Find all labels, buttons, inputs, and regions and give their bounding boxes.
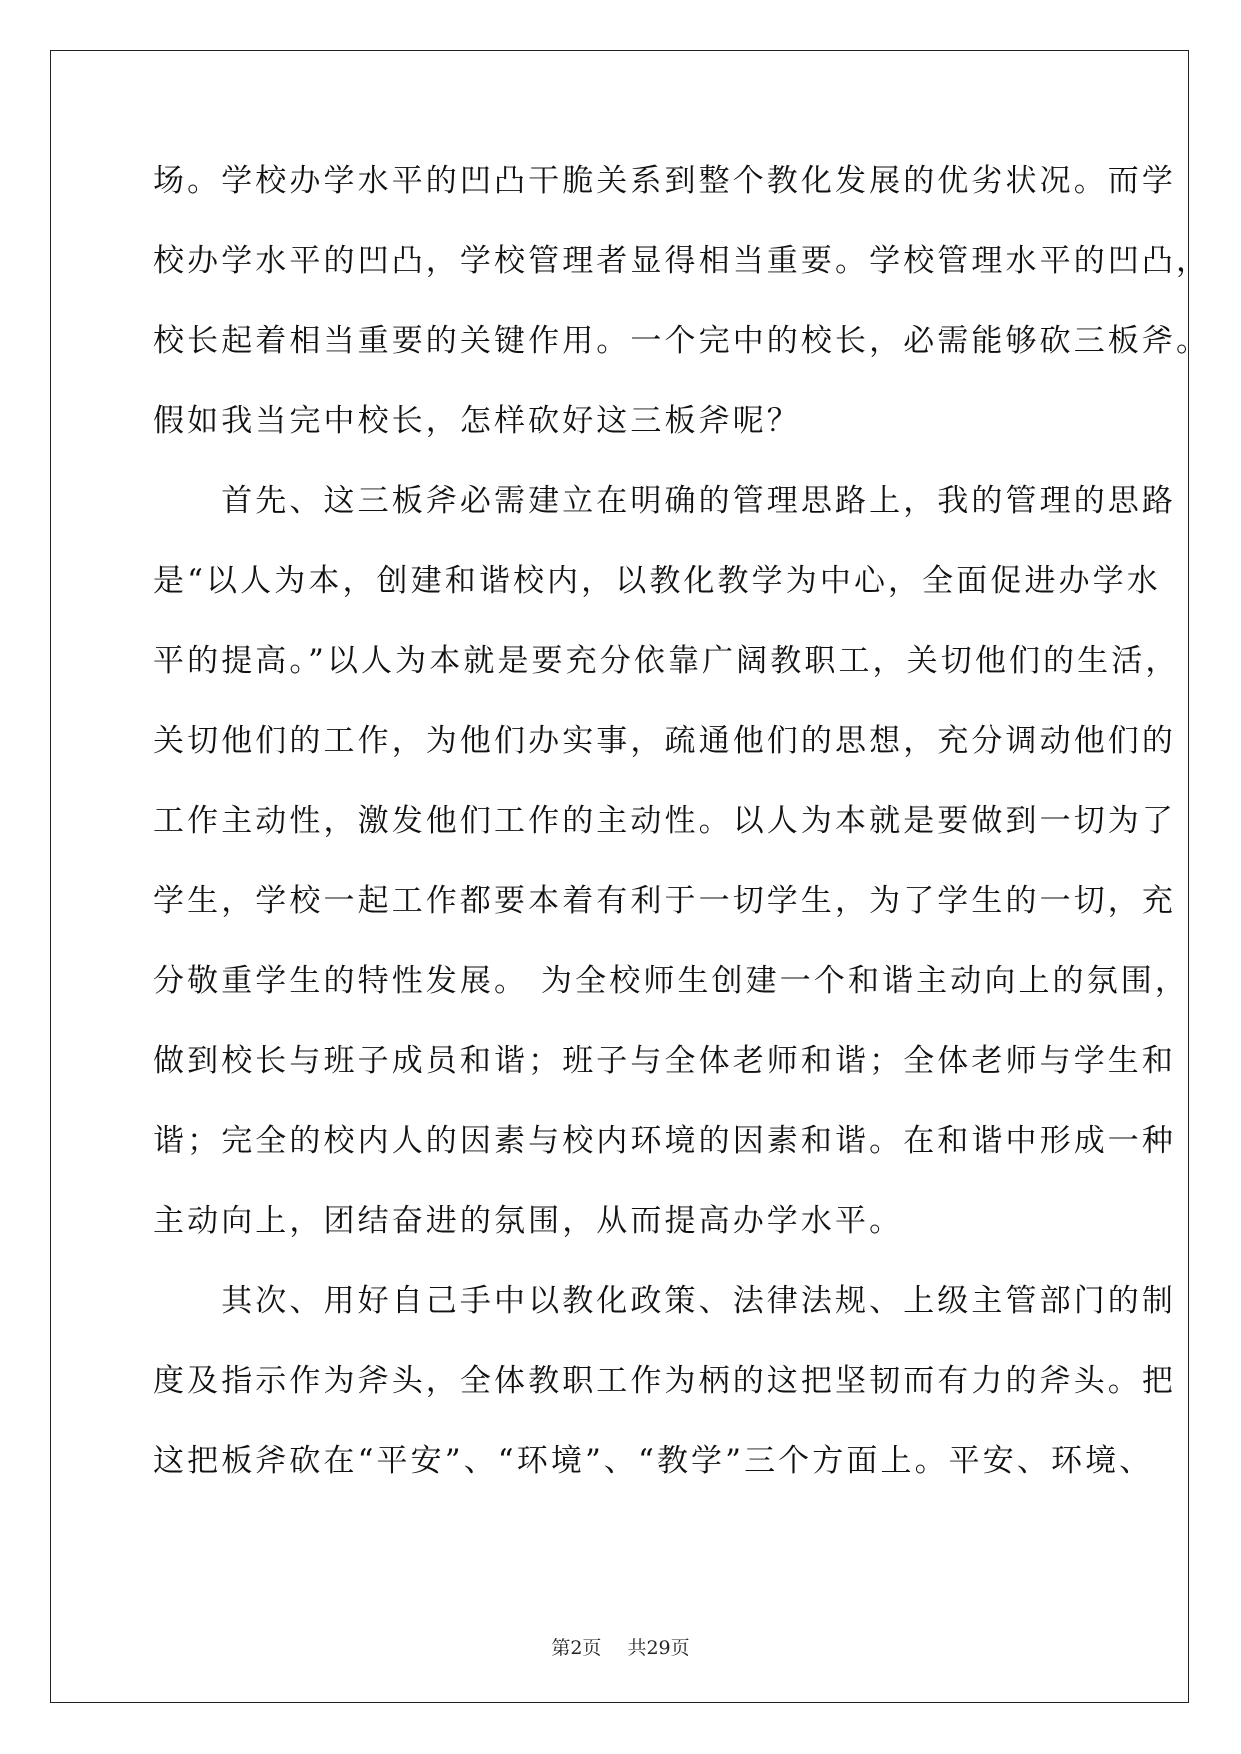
text-line: 场。学校办学水平的凹凸干脆关系到整个教化发展的优劣状况。而学: [153, 163, 1176, 199]
text-line: 做到校长与班子成员和谐；班子与全体老师和谐；全体老师与学生和: [153, 1043, 1176, 1079]
page-number: 第2页: [551, 1637, 602, 1659]
text-line: 关切他们的工作，为他们办实事，疏通他们的思想，充分调动他们的: [153, 723, 1176, 759]
text-line: 这把板斧砍在“平安”、“环境”、“教学”三个方面上。平安、环境、: [153, 1443, 1154, 1479]
document-body: [153, 160, 1211, 1520]
text-line: 其次、用好自己手中以教化政策、法律法规、上级主管部门的制: [153, 1283, 1176, 1319]
text-line: 分敬重学生的特性发展。 为全校师生创建一个和谐主动向上的氛围，: [153, 963, 1189, 999]
page-footer: [0, 1633, 1241, 1660]
text-line: 学生，学校一起工作都要本着有利于一切学生，为了学生的一切，充: [153, 883, 1176, 919]
text-line: 校办学水平的凹凸，学校管理者显得相当重要。学校管理水平的凹凸，: [153, 243, 1211, 279]
text-line: 主动向上，团结奋进的氛围，从而提高办学水平。: [153, 1203, 904, 1239]
page-total: 共29页: [627, 1637, 690, 1659]
text-line: 工作主动性，激发他们工作的主动性。以人为本就是要做到一切为了: [153, 803, 1176, 839]
text-line: 度及指示作为斧头，全体教职工作为柄的这把坚韧而有力的斧头。把: [153, 1363, 1176, 1399]
text-line: 是“以人为本，创建和谐校内，以教化教学为中心，全面促进办学水: [153, 563, 1161, 599]
text-line: 平的提高。”以人为本就是要充分依靠广阔教职工，关切他们的生活，: [153, 643, 1180, 679]
text-line: 首先、这三板斧必需建立在明确的管理思路上，我的管理的思路: [153, 483, 1176, 519]
text-line: 谐；完全的校内人的因素与校内环境的因素和谐。在和谐中形成一种: [153, 1123, 1176, 1159]
text-line: 校长起着相当重要的关键作用。一个完中的校长，必需能够砍三板斧。: [153, 323, 1211, 359]
text-line: 假如我当完中校长，怎样砍好这三板斧呢？: [153, 403, 801, 439]
